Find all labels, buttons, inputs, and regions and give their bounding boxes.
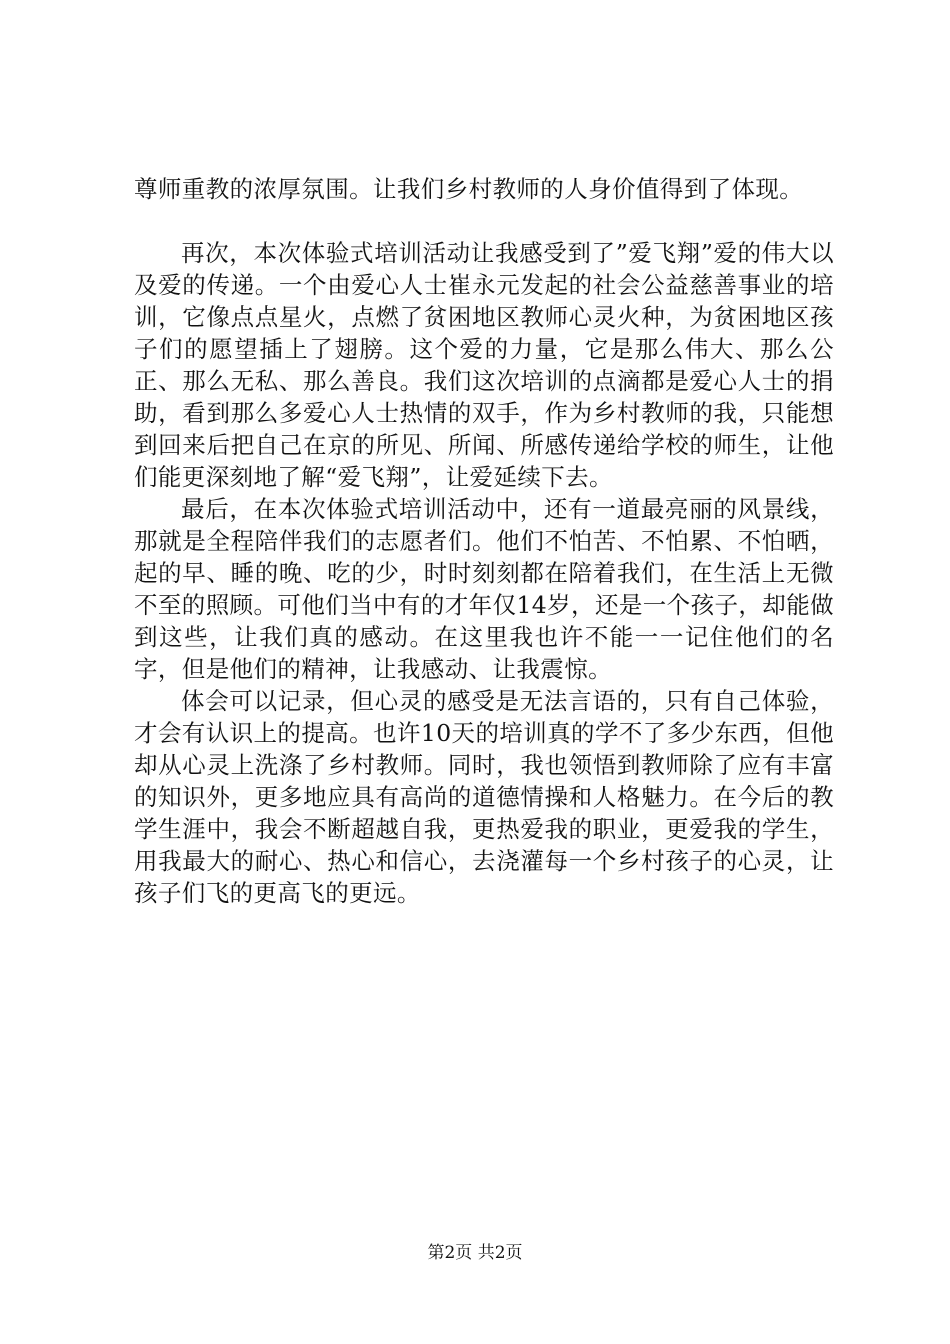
paragraph-continuation: 尊师重教的浓厚氛围。让我们乡村教师的人身价值得到了体现。	[134, 175, 804, 203]
paragraph-love-transmission: 再次，本次体验式培训活动让我感受到了”爱飞翔”爱的伟大以及爱的传递。一个由爱心人士崔永元发起的社会公益慈善事业的培训，它像点点星火，点燃了贫困地区教师心灵火种，为贫困地区孩子们的愿望插上了翅膀。这个爱的力量，它是那么伟大、那么公正、那么无私、那么善良。我们这次培训的点滴都是爱心人士的捐助，看到那么多爱心人士热情的双手，作为乡村教师的我，只能想到回来后把自己在京的所见、所闻、所感传递给学校的师生，让他们能更深刻地了解“爱飞翔”，让爱延续下去。	[134, 239, 834, 491]
paragraph-conclusion: 体会可以记录，但心灵的感受是无法言语的，只有自己体验，才会有认识上的提高。也许10天的培训真的学不了多少东西，但他却从心灵上洗涤了乡村教师。同时，我也领悟到教师除了应有丰富的知识外，更多地应具有高尚的道德情操和人格魅力。在今后的教学生涯中，我会不断超越自我，更热爱我的职业，更爱我的学生，用我最大的耐心、热心和信心，去浇灌每一个乡村孩子的心灵，让孩子们飞的更高飞的更远。	[134, 687, 834, 907]
document-body	[134, 173, 834, 909]
page-footer: 第2页 共2页	[427, 1243, 523, 1263]
paragraph-volunteers: 最后，在本次体验式培训活动中，还有一道最亮丽的风景线，那就是全程陪伴我们的志愿者们。他们不怕苦、不怕累、不怕晒，起的早、睡的晚、吃的少，时时刻刻都在陪着我们，在生活上无微不至的照顾。可他们当中有的才年仅14岁，还是一个孩子，却能做到这些，让我们真的感动。在这里我也许不能一一记住他们的名字，但是他们的精神，让我感动、让我震惊。	[134, 495, 834, 683]
